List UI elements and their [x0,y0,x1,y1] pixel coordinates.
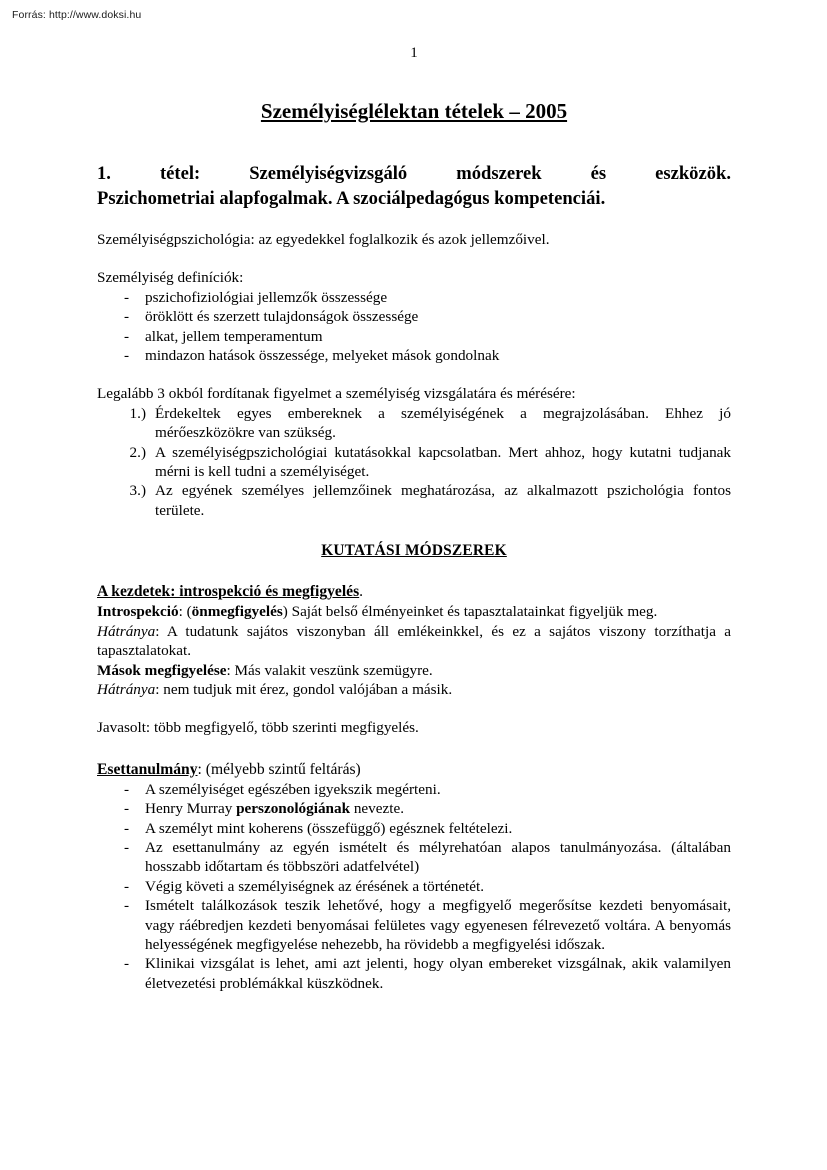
section-heading-line-1: 1. tétel: Személyiségvizsgáló módszerek és eszközök. [97,163,731,184]
list-item-text: mindazon hatások összessége, melyeket mások gondolnak [145,347,500,365]
list-item [97,288,731,307]
dash-bullet-icon: - [124,877,130,895]
list-item-text: Az egyének személyes jellemzőinek meghatározása, az alkalmazott pszichológia fontos területe. [155,482,731,519]
case-study-list [97,780,731,993]
page-number: 1 [410,45,418,61]
drawback-text: : nem tudjuk mit érez, gondol valójában a másik. [155,680,453,698]
reasons-lead-in: Legalább 3 okból fordítanak figyelmet a személyiség vizsgálatára és mérésére: [97,385,576,403]
research-methods-heading-text: KUTATÁSI MÓDSZEREK [321,542,507,560]
research-methods-heading [97,541,731,560]
list-item [97,327,731,346]
introspection-alt-term: önmegfigyelés [191,603,283,621]
list-item-text: Ismételt találkozások teszik lehetővé, hogy a megfigyelő megerősítse kezdeti benyomásait, vagy ráébredjen kezdeti benyomásai felületes vagy egyenesen félrevezető voltára. A benyomás helyességének megfigyelése nehezebb, ha rövidebb a megfigyelési időszak. [145,897,731,953]
introspection-body: ) Saját belső élményeinket és tapasztalatainkat figyeljük meg. [282,603,658,621]
list-item [97,780,731,799]
list-marker: 3.) [129,482,146,500]
beginnings-subheading-tail: . [359,583,364,601]
list-item [97,307,731,326]
list-item-text: Henry Murray [145,800,237,818]
introspection-paragraph [97,602,731,621]
introspection-separator: : ( [178,603,192,621]
list-item-text: alkat, jellem temperamentum [145,327,323,345]
definitions-list [97,288,731,366]
list-item [97,954,731,993]
dash-bullet-icon: - [124,780,130,798]
document-content [97,44,731,993]
section-heading [97,161,731,211]
list-marker: 2.) [129,443,146,461]
introspection-term: Introspekció [97,603,179,621]
dash-bullet-icon: - [124,897,130,915]
dash-bullet-icon: - [124,327,130,345]
list-item-text: A személyiségpszichológiai kutatásokkal kapcsolatban. Mert ahhoz, hogy kutatni tudjanak mérni is kell tudni a személyiséget. [155,443,731,481]
list-item [97,799,731,818]
list-item [97,404,731,443]
observation-suggestion: Javasolt: több megfigyelő, több szerinti megfigyelés. [97,719,419,737]
list-item-text: Az esettanulmány az egyén ismételt és mélyrehatóan alapos tanulmányozása. (általában hosszabb időtartam és többszöri adatfelvétel) [145,838,731,876]
dash-bullet-icon: - [124,288,130,306]
scan-source-header: Forrás: http://www.doksi.hu [12,9,142,21]
observation-text: : Más valakit veszünk szemügyre. [226,661,433,679]
list-item-text: Érdekeltek egyes embereknek a személyiségének a megrajzolásában. Ehhez jó mérőeszközökre van szükség. [155,404,731,442]
dash-bullet-icon: - [124,819,130,837]
case-study-subheading [97,760,731,780]
dash-bullet-icon: - [124,955,130,973]
list-item [97,443,731,482]
list-marker: 1.) [129,404,146,422]
beginnings-subheading-text: A kezdetek: introspekció és megfigyelés [97,583,360,601]
observation-label: Mások megfigyelése [97,661,227,679]
list-item-text: Klinikai vizsgálat is lehet, ami azt jelenti, hogy olyan embereket vizsgálnak, akik valamilyen életvezetési problémákkal küszködnek. [145,955,731,992]
dash-bullet-icon: - [124,308,130,326]
list-item-text: öröklött és szerzett tulajdonságok összessége [145,308,419,326]
list-item [97,838,731,877]
drawback-label: Hátránya [97,622,156,640]
dash-bullet-icon: - [124,347,130,365]
case-study-subheading-text: Esettanulmány [97,760,198,778]
document-title [97,98,731,124]
list-item [97,819,731,838]
list-item-text: A személyiséget egészében igyekszik megérteni. [145,780,441,798]
introspection-drawback-paragraph [97,622,731,661]
definitions-label: Személyiség definíciók: [97,269,244,287]
list-item [97,346,731,365]
dash-bullet-icon: - [124,800,130,818]
drawback-label: Hátránya [97,680,156,698]
reasons-list [97,404,731,520]
observation-paragraph [97,661,731,680]
list-item-text-tail: nevezte. [350,800,404,818]
case-study-subheading-tail: : (mélyebb szintű feltárás) [197,760,361,778]
list-item-text: Végig követi a személyiségnek az érésének a történetét. [145,877,485,895]
personality-psychology-definition: Személyiségpszichológia: az egyedekkel foglalkozik és azok jellemzőivel. [97,231,550,248]
beginnings-subheading [97,582,731,602]
section-heading-line-2: Pszichometriai alapfogalmak. A szociálpedagógus kompetenciái. [97,188,606,209]
list-item [97,877,731,896]
list-item-text: pszichofiziológiai jellemzők összessége [145,288,388,306]
list-item-text: A személyt mint koherens (összefüggő) egésznek feltételezi. [145,819,513,837]
list-item [97,896,731,954]
observation-drawback-paragraph [97,680,731,699]
dash-bullet-icon: - [124,838,130,856]
list-item [97,481,731,520]
document-title-text: Személyiséglélektan tételek – 2005 [260,99,568,123]
drawback-text: : A tudatunk sajátos viszonyban áll emlékeinkkel, és ez a sajátos viszony torzíthatja a tapasztalatokat. [97,622,731,660]
list-item-emphasis: perszonológiának [236,800,351,818]
